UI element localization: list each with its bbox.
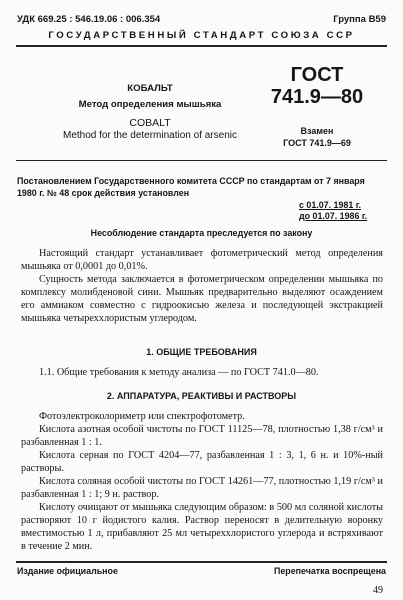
header-rule bbox=[16, 45, 387, 47]
section-2-body bbox=[21, 410, 383, 553]
method-title-en: Method for the determination of arsenic bbox=[63, 130, 237, 141]
udk-code: УДК 669.25 : 546.19.06 : 006.354 bbox=[17, 14, 161, 25]
section-1-heading: 1. ОБЩИЕ ТРЕБОВАНИЯ bbox=[146, 347, 257, 357]
section-1-text: 1.1. Общие требования к методу анализа — по ГОСТ 741.0—80. bbox=[39, 367, 319, 378]
validity-from: с 01.07. 1981 г. bbox=[299, 200, 362, 210]
gost-label: ГОСТ bbox=[290, 64, 344, 86]
intro-block bbox=[21, 247, 383, 325]
footer-rule bbox=[16, 561, 387, 563]
state-standard-banner: ГОСУДАРСТВЕННЫЙ СТАНДАРТ СОЮЗА ССР bbox=[48, 30, 355, 41]
footer-reprint-notice: Перепечатка воспрещена bbox=[273, 566, 386, 576]
replaces-value: ГОСТ 741.9—69 bbox=[283, 138, 351, 148]
replaces-label: Взамен bbox=[300, 126, 334, 136]
section-2-paragraph: Кислота серная по ГОСТ 4204—77, разбавленная 1 : 3, 1, 6 н. и 10%-ный растворы. bbox=[21, 450, 383, 474]
section-2-paragraph: Кислота азотная особой чистоты по ГОСТ 11125—78, плотностью 1,38 г/см³ и разбавленная 1 : 1. bbox=[21, 424, 383, 448]
section-2-paragraph: Фотоэлектроколориметр или спектрофотометр. bbox=[39, 411, 245, 422]
title-rule bbox=[16, 160, 387, 161]
intro-paragraph: Настоящий стандарт устанавливает фотометрический метод определения мышьяка от 0,0001 до 0,01%. bbox=[21, 248, 383, 272]
footer-official-edition: Издание официальное bbox=[17, 566, 118, 576]
decree-text: Постановлением Государственного комитета СССР по стандартам от 7 января 1980 г. № 48 срок действия установлен bbox=[17, 176, 365, 198]
gost-number: 741.9—80 bbox=[270, 86, 364, 108]
validity-to: до 01.07. 1986 г. bbox=[299, 211, 368, 221]
method-title-ru: Метод определения мышьяка bbox=[78, 99, 222, 110]
section-2-heading: 2. АППАРАТУРА, РЕАКТИВЫ И РАСТВОРЫ bbox=[106, 391, 297, 401]
section-2-paragraph: Кислоту очищают от мышьяка следующим образом: в 500 мл соляной кислоты растворяют 10 г йодистого калия. Раствор переносят в делительную воронку вместимостью 1 л, прибавляют 25 мл четыреххлористого углерода и встряхивают в течение 2 мин. bbox=[21, 502, 383, 552]
group-code: Группа В59 bbox=[333, 14, 386, 25]
intro-paragraph: Сущность метода заключается в фотометрическом определении мышьяка по комплексу молибденовой сини. Мышьяк предварительно выделяют осаждением его аммиаком совместно с гидроокисью железа и последующей экстракцией мышьяка четыреххлористым углеродом. bbox=[21, 274, 383, 324]
section-2-paragraph: Кислота соляная особой чистоты по ГОСТ 14261—77, плотностью 1,19 г/см³ и разбавленная 1 : 1; 9 н. раствор. bbox=[21, 476, 383, 500]
compliance-warning: Несоблюдение стандарта преследуется по закону bbox=[90, 228, 313, 238]
material-title-ru: КОБАЛЬТ bbox=[127, 83, 173, 94]
material-title-en: COBALT bbox=[129, 117, 171, 129]
page-number: 49 bbox=[373, 585, 383, 596]
section-1-body bbox=[21, 366, 383, 379]
